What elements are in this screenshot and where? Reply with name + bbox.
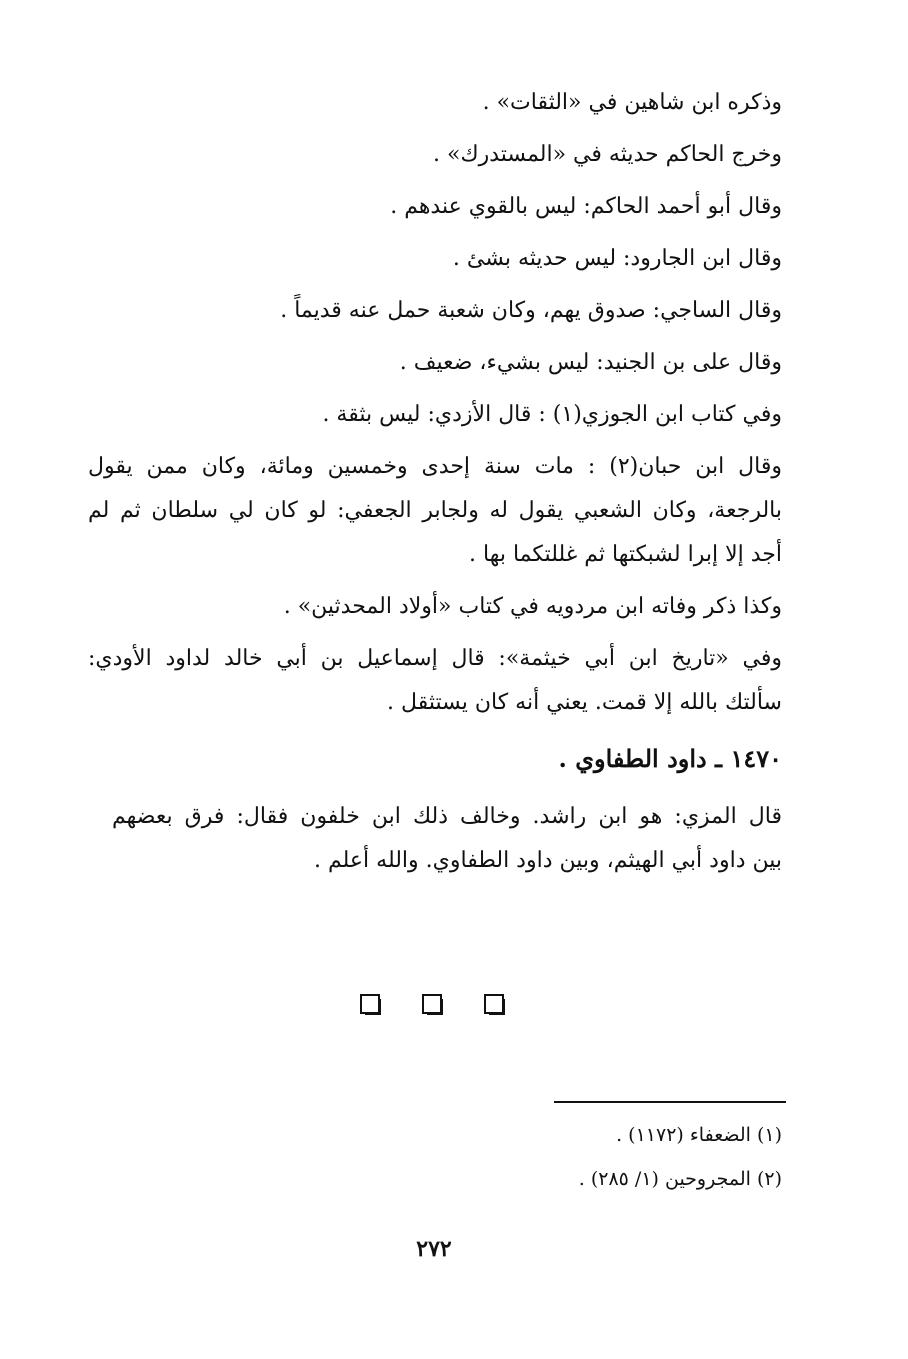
footnote-1: (١) الضعفاء (١١٧٢) . bbox=[616, 1124, 782, 1146]
text-line-6: وقال على بن الجنيد: ليس بشيء، ضعيف . bbox=[399, 350, 782, 375]
text-line-13: سألتك بالله إلا قمت. يعني أنه كان يستثقل . bbox=[387, 690, 782, 715]
text-line-8: وقال ابن حبان(٢) : مات سنة إحدى وخمسين ومائة، وكان ممن يقول bbox=[88, 454, 782, 479]
footnote-separator bbox=[554, 1101, 786, 1103]
text-line-2: وخرج الحاكم حديثه في «المستدرك» . bbox=[433, 142, 782, 167]
text-line-10: أجد إلا إبرا لشبكتها ثم غللتكما بها . bbox=[469, 542, 782, 567]
entry-line-2: بين داود أبي الهيثم، وبين داود الطفاوي. والله أعلم . bbox=[314, 848, 782, 873]
text-line-11: وكذا ذكر وفاته ابن مردويه في كتاب «أولاد المحدثين» . bbox=[283, 594, 782, 619]
text-line-1: وذكره ابن شاهين في «الثقات» . bbox=[482, 90, 782, 115]
square-ornament-icon bbox=[484, 994, 506, 1016]
square-ornament-icon bbox=[422, 994, 444, 1016]
text-line-9: بالرجعة، وكان الشعبي يقول له ولجابر الجعفي: لو كان لي سلطان ثم لم bbox=[88, 498, 782, 523]
entry-heading: ١٤٧٠ ـ داود الطفاوي . bbox=[558, 744, 782, 773]
footnote-2: (٢) المجروحين (١/ ٢٨٥) . bbox=[578, 1168, 782, 1190]
entry-line-1: قال المزي: هو ابن راشد. وخالف ذلك ابن خلفون فقال: فرق بعضهم bbox=[112, 804, 782, 829]
text-line-3: وقال أبو أحمد الحاكم: ليس بالقوي عندهم . bbox=[390, 194, 782, 219]
text-line-5: وقال الساجي: صدوق يهم، وكان شعبة حمل عنه قديماً . bbox=[280, 298, 782, 323]
text-line-7: وفي كتاب ابن الجوزي(١) : قال الأزدي: ليس بثقة . bbox=[322, 402, 782, 427]
text-line-4: وقال ابن الجارود: ليس حديثه بشئ . bbox=[452, 246, 782, 271]
page-number: ٢٧٢ bbox=[416, 1236, 452, 1262]
text-line-12: وفي «تاريخ ابن أبي خيثمة»: قال إسماعيل بن أبي خالد لداود الأودي: bbox=[88, 646, 782, 671]
square-ornament-icon bbox=[360, 994, 382, 1016]
section-end-ornaments bbox=[360, 994, 506, 1022]
